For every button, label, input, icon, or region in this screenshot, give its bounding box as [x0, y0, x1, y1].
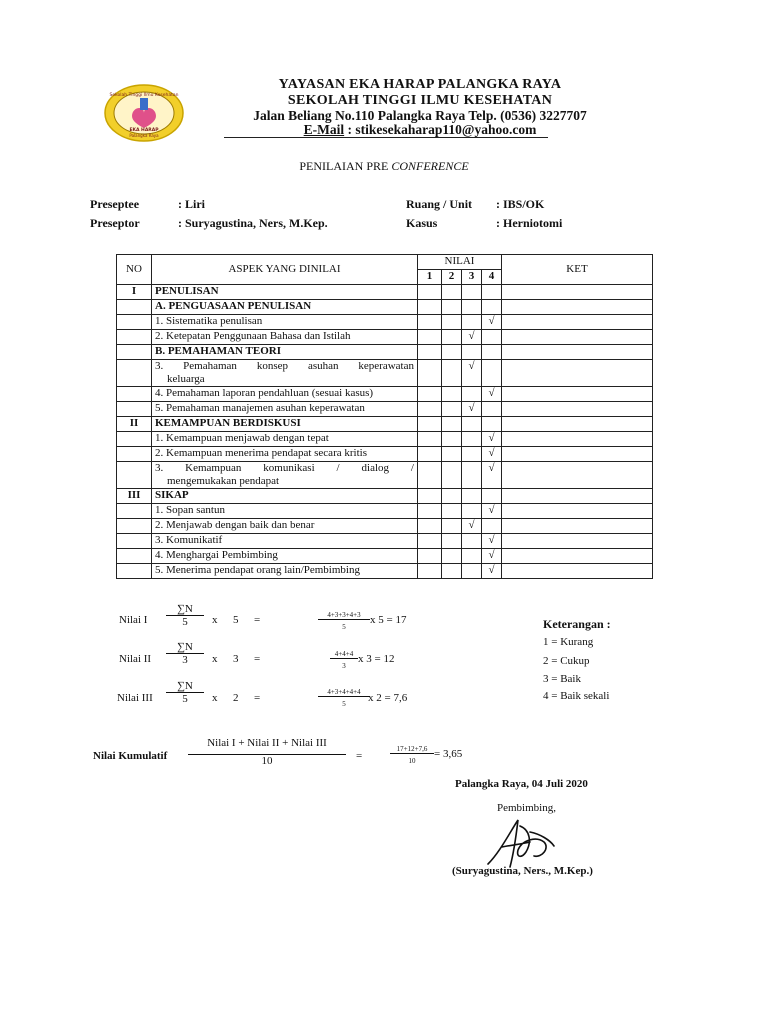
aspect-text: 3. Komunikatif — [155, 534, 223, 546]
nilai-i-den: 5 — [182, 616, 188, 628]
table-row — [117, 462, 653, 489]
score-cell-3 — [462, 534, 482, 549]
row-no — [117, 447, 152, 462]
fraction-line — [390, 753, 434, 754]
preseptee-label: Preseptee — [90, 197, 140, 211]
score-cell-4 — [482, 447, 502, 462]
calc-num: 17+12+7,6 — [396, 745, 428, 753]
score-cell-1 — [418, 285, 442, 300]
equals-sign: = — [254, 614, 261, 626]
score-cell-2 — [442, 315, 462, 330]
row-aspect — [152, 432, 418, 447]
keterangan-item: 1 = Kurang — [543, 636, 594, 648]
score-cell-1 — [418, 315, 442, 330]
nilai-ii-mult: 3 — [233, 653, 239, 665]
score-cell-4 — [482, 300, 502, 315]
ruang-label: Ruang / Unit — [406, 197, 473, 211]
row-aspect — [152, 504, 418, 519]
score-cell-1 — [418, 330, 442, 345]
row-ket — [502, 534, 653, 549]
score-cell-4 — [482, 549, 502, 564]
score-cell-3 — [462, 417, 482, 432]
nilai-ii-den: 3 — [182, 654, 188, 666]
score-cell-2 — [442, 564, 462, 579]
row-ket — [502, 285, 653, 300]
aspect-text: 2. Ketepatan Penggunaan Bahasa dan Istilah — [155, 330, 351, 342]
score-cell-3 — [462, 504, 482, 519]
kumulatif-calc — [390, 745, 434, 766]
score-cell-1 — [418, 432, 442, 447]
row-no — [117, 345, 152, 360]
score-cell-2 — [442, 330, 462, 345]
table-row — [117, 504, 653, 519]
aspect-text: 3. Kemampuan komunikasi / dialog / — [155, 462, 414, 474]
score-cell-2 — [442, 360, 462, 387]
nilai-i-mult: 5 — [233, 614, 239, 626]
calc-num: 4+4+4 — [334, 650, 354, 658]
row-ket — [502, 504, 653, 519]
header-rule — [224, 137, 548, 138]
kumulatif-fraction — [188, 737, 346, 767]
preseptee-value: : Liri — [178, 197, 205, 211]
checkmark-icon: √ — [488, 387, 495, 399]
fraction-line — [318, 619, 370, 620]
row-aspect — [152, 387, 418, 402]
checkmark-icon: √ — [468, 330, 475, 342]
row-ket — [502, 447, 653, 462]
row-no — [117, 549, 152, 564]
kasus-value: : Herniotomi — [496, 216, 563, 230]
score-cell-4 — [482, 417, 502, 432]
table-row — [117, 549, 653, 564]
row-ket — [502, 549, 653, 564]
row-ket — [502, 564, 653, 579]
checkmark-icon: √ — [488, 549, 495, 561]
table-row — [117, 402, 653, 417]
row-no — [117, 504, 152, 519]
aspect-text-cont: mengemukakan pendapat — [167, 475, 280, 487]
row-no — [117, 300, 152, 315]
kumulatif-num: Nilai I + Nilai II + Nilai III — [207, 737, 327, 749]
checkmark-icon: √ — [468, 360, 475, 372]
nilai-iii-fraction — [166, 680, 204, 705]
score-cell-3 — [462, 387, 482, 402]
row-no — [117, 564, 152, 579]
score-cell-4 — [482, 285, 502, 300]
checkmark-icon: √ — [468, 519, 475, 531]
calc-den: 5 — [342, 623, 346, 631]
score-cell-2 — [442, 534, 462, 549]
score-cell-3 — [462, 360, 482, 387]
score-header-4: 4 — [482, 270, 502, 285]
nilai-iii-den: 5 — [182, 693, 188, 705]
score-cell-2 — [442, 462, 462, 489]
assessment-table — [116, 254, 653, 579]
institution-logo — [103, 83, 185, 143]
score-cell-1 — [418, 564, 442, 579]
times-sign: x — [212, 653, 218, 665]
sigma-n: ∑N — [177, 641, 193, 653]
calc-den: 3 — [342, 662, 346, 670]
calc-num: 4+3+3+4+3 — [327, 611, 361, 619]
aspect-text: 5. Menerima pendapat orang lain/Pembimbing — [155, 564, 360, 576]
score-cell-2 — [442, 519, 462, 534]
score-cell-2 — [442, 417, 462, 432]
row-no — [117, 387, 152, 402]
score-cell-4 — [482, 489, 502, 504]
col-nilai-header: NILAI — [418, 255, 502, 270]
score-cell-2 — [442, 402, 462, 417]
row-ket — [502, 489, 653, 504]
nilai-i-fraction — [166, 603, 204, 628]
nilai-ii-fraction — [166, 641, 204, 666]
score-header-2: 2 — [442, 270, 462, 285]
table-row — [117, 345, 653, 360]
signer-role: Pembimbing, — [497, 802, 556, 814]
row-aspect — [152, 360, 418, 387]
equals-sign: = — [254, 653, 261, 665]
score-cell-2 — [442, 447, 462, 462]
handwritten-signature — [480, 812, 560, 872]
row-no — [117, 315, 152, 330]
calc-den: 5 — [342, 700, 346, 708]
score-cell-1 — [418, 462, 442, 489]
score-cell-1 — [418, 549, 442, 564]
checkmark-icon: √ — [488, 315, 495, 327]
score-cell-3 — [462, 315, 482, 330]
checkmark-icon: √ — [488, 432, 495, 444]
score-cell-1 — [418, 402, 442, 417]
score-cell-3 — [462, 447, 482, 462]
row-no — [117, 360, 152, 387]
score-cell-3 — [462, 432, 482, 447]
score-cell-4 — [482, 387, 502, 402]
email-value: : stikesekaharap110@yahoo.com — [344, 122, 537, 137]
aspect-text: 1. Sistematika penulisan — [155, 315, 263, 327]
preseptor-label: Preseptor — [90, 216, 140, 230]
row-ket — [502, 360, 653, 387]
aspect-text: PENULISAN — [155, 285, 219, 297]
keterangan-title: Keterangan : — [543, 617, 611, 631]
score-cell-2 — [442, 489, 462, 504]
fraction-line — [318, 696, 370, 697]
nilai-ii-result: x 3 = 12 — [358, 653, 395, 665]
score-cell-3 — [462, 489, 482, 504]
row-aspect — [152, 330, 418, 345]
row-ket — [502, 315, 653, 330]
score-cell-3 — [462, 549, 482, 564]
aspect-text: 4. Menghargai Pembimbing — [155, 549, 278, 561]
row-ket — [502, 519, 653, 534]
score-cell-4 — [482, 534, 502, 549]
nilai-ii-label: Nilai II — [119, 653, 152, 665]
title-prefix: PENILAIAN PRE — [299, 159, 392, 173]
score-cell-2 — [442, 549, 462, 564]
kumulatif-label: Nilai Kumulatif — [93, 750, 168, 762]
nilai-iii-label: Nilai III — [117, 692, 153, 704]
table-row — [117, 564, 653, 579]
score-cell-2 — [442, 504, 462, 519]
row-aspect — [152, 519, 418, 534]
kasus-label: Kasus — [406, 216, 438, 230]
nilai-iii-calc — [318, 688, 370, 709]
table-row — [117, 489, 653, 504]
aspect-text-cont: keluarga — [167, 373, 205, 385]
row-ket — [502, 300, 653, 315]
table-row — [117, 534, 653, 549]
row-aspect — [152, 489, 418, 504]
score-cell-3 — [462, 330, 482, 345]
row-aspect — [152, 417, 418, 432]
nilai-i-label: Nilai I — [119, 614, 148, 626]
row-no — [117, 330, 152, 345]
score-cell-4 — [482, 345, 502, 360]
checkmark-icon: √ — [488, 504, 495, 516]
nilai-iii-mult: 2 — [233, 692, 239, 704]
score-cell-1 — [418, 447, 442, 462]
checkmark-icon: √ — [488, 534, 495, 546]
aspect-text: SIKAP — [155, 489, 189, 501]
row-aspect — [152, 315, 418, 330]
score-cell-2 — [442, 345, 462, 360]
sigma-n: ∑N — [177, 603, 193, 615]
table-row — [117, 387, 653, 402]
score-cell-3 — [462, 345, 482, 360]
row-ket — [502, 330, 653, 345]
email-label: E-Mail — [303, 122, 345, 137]
row-no: I — [117, 285, 152, 300]
col-aspek-header: ASPEK YANG DINILAI — [152, 255, 418, 285]
score-cell-1 — [418, 534, 442, 549]
score-cell-1 — [418, 360, 442, 387]
header-foundation: YAYASAN EKA HARAP PALANGKA RAYA — [278, 77, 562, 92]
row-no — [117, 462, 152, 489]
score-cell-1 — [418, 300, 442, 315]
score-cell-1 — [418, 504, 442, 519]
logo-text-top: Sekolah Tinggi Ilmu Kesehatan — [109, 93, 179, 98]
kumulatif-result: = 3,65 — [434, 748, 463, 760]
score-cell-4 — [482, 462, 502, 489]
fraction-line — [330, 658, 358, 659]
score-header-3: 3 — [462, 270, 482, 285]
aspect-text: 2. Menjawab dengan baik dan benar — [155, 519, 315, 531]
row-aspect — [152, 300, 418, 315]
aspect-text: 2. Kemampuan menerima pendapat secara kritis — [155, 447, 367, 459]
row-ket — [502, 417, 653, 432]
score-cell-1 — [418, 387, 442, 402]
ruang-value: : IBS/OK — [496, 197, 545, 211]
table-row — [117, 432, 653, 447]
times-sign: x — [212, 614, 218, 626]
keterangan-item: 4 = Baik sekali — [543, 690, 610, 702]
score-cell-1 — [418, 519, 442, 534]
table-row — [117, 519, 653, 534]
logo-text-bottom: Palangka Raya — [129, 133, 159, 138]
row-no — [117, 534, 152, 549]
row-no: II — [117, 417, 152, 432]
score-cell-4 — [482, 402, 502, 417]
score-cell-2 — [442, 387, 462, 402]
col-ket-header: KET — [502, 255, 653, 285]
table-row — [117, 447, 653, 462]
score-cell-1 — [418, 417, 442, 432]
table-row — [117, 360, 653, 387]
score-header-1: 1 — [418, 270, 442, 285]
checkmark-icon: √ — [468, 402, 475, 414]
aspect-text: 4. Pemahaman laporan pendahluan (sesuai kasus) — [155, 387, 374, 399]
score-cell-4 — [482, 360, 502, 387]
row-aspect — [152, 534, 418, 549]
aspect-text: B. PEMAHAMAN TEORI — [155, 345, 281, 357]
place-date: Palangka Raya, 04 Juli 2020 — [455, 778, 588, 790]
checkmark-icon: √ — [488, 564, 495, 576]
score-cell-1 — [418, 345, 442, 360]
score-cell-1 — [418, 489, 442, 504]
checkmark-icon: √ — [488, 447, 495, 459]
row-ket — [502, 402, 653, 417]
score-cell-3 — [462, 402, 482, 417]
aspect-text: 3. Pemahaman konsep asuhan keperawatan — [155, 360, 414, 372]
row-aspect — [152, 402, 418, 417]
keterangan-item: 2 = Cukup — [543, 655, 590, 667]
score-cell-2 — [442, 300, 462, 315]
sigma-n: ∑N — [177, 680, 193, 692]
preseptor-value: : Suryagustina, Ners, M.Kep. — [178, 216, 328, 230]
row-aspect — [152, 564, 418, 579]
row-no — [117, 432, 152, 447]
score-cell-4 — [482, 315, 502, 330]
aspect-text: A. PENGUASAAN PENULISAN — [155, 300, 312, 312]
score-cell-4 — [482, 330, 502, 345]
row-no: III — [117, 489, 152, 504]
signer-name: (Suryagustina, Ners., M.Kep.) — [452, 865, 593, 877]
table-row — [117, 315, 653, 330]
table-row — [117, 300, 653, 315]
calc-den: 10 — [408, 757, 416, 765]
nilai-iii-result: x 2 = 7,6 — [368, 692, 408, 704]
row-aspect — [152, 447, 418, 462]
nilai-i-calc — [318, 611, 370, 632]
aspect-text: 1. Kemampuan menjawab dengan tepat — [155, 432, 329, 444]
header-email — [200, 122, 640, 138]
equals-sign: = — [254, 692, 261, 704]
row-aspect — [152, 345, 418, 360]
logo-text-mid: EKA HARAP — [129, 128, 159, 133]
row-aspect — [152, 462, 418, 489]
score-cell-3 — [462, 285, 482, 300]
row-ket — [502, 387, 653, 402]
row-no — [117, 519, 152, 534]
row-ket — [502, 462, 653, 489]
score-cell-4 — [482, 432, 502, 447]
header-school: SEKOLAH TINGGI ILMU KESEHATAN — [287, 93, 553, 108]
aspect-text: 1. Sopan santun — [155, 504, 225, 516]
aspect-text: KEMAMPUAN BERDISKUSI — [155, 417, 301, 429]
row-aspect — [152, 549, 418, 564]
aspect-text: 5. Pemahaman manajemen asuhan keperawatan — [155, 402, 365, 414]
nilai-i-result: x 5 = 17 — [370, 614, 407, 626]
row-ket — [502, 432, 653, 447]
score-cell-2 — [442, 285, 462, 300]
table-row — [117, 330, 653, 345]
calc-num: 4+3+4+4+4 — [327, 688, 361, 696]
score-cell-4 — [482, 564, 502, 579]
col-no-header: NO — [117, 255, 152, 285]
score-cell-3 — [462, 564, 482, 579]
table-row — [117, 417, 653, 432]
times-sign: x — [212, 692, 218, 704]
score-cell-3 — [462, 300, 482, 315]
nilai-ii-calc — [330, 650, 358, 671]
checkmark-icon: √ — [488, 462, 495, 474]
score-cell-3 — [462, 462, 482, 489]
score-cell-4 — [482, 504, 502, 519]
row-no — [117, 402, 152, 417]
table-row — [117, 285, 653, 300]
row-ket — [502, 345, 653, 360]
row-aspect — [152, 285, 418, 300]
title-italic: CONFERENCE — [391, 159, 469, 173]
equals-sign: = — [356, 750, 363, 762]
score-cell-2 — [442, 432, 462, 447]
kumulatif-den: 10 — [261, 755, 273, 767]
header-address: Jalan Beliang No.110 Palangka Raya Telp. (0536) 3227707 — [253, 108, 587, 123]
keterangan-item: 3 = Baik — [543, 673, 581, 685]
score-cell-3 — [462, 519, 482, 534]
score-cell-4 — [482, 519, 502, 534]
page-title — [0, 159, 768, 174]
